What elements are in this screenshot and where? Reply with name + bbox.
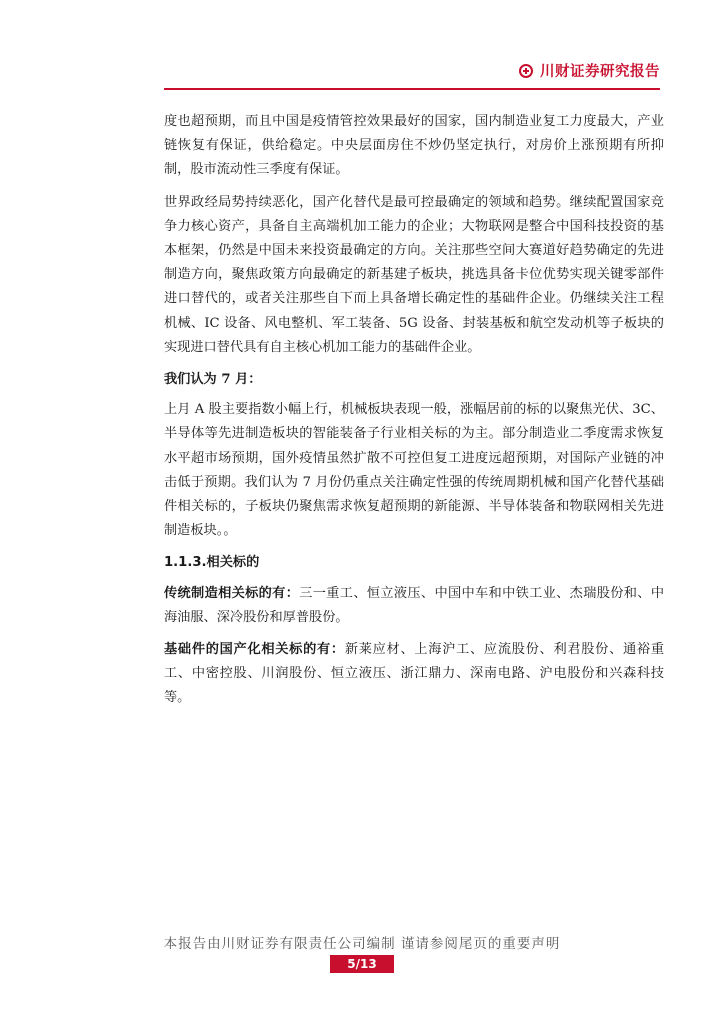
traditional-text: 三一重工、恒立液压、中国中车和中铁工业、杰瑞股份和、中海油服、深冷股份和厚普股份。 xyxy=(164,585,665,625)
traditional-label: 传统制造相关标的有： xyxy=(164,585,300,601)
footer-disclaimer: 本报告由川财证券有限责任公司编制 谨请参阅尾页的重要声明 xyxy=(163,936,561,952)
paragraph-basic xyxy=(164,638,664,711)
brand-title: 川财证券研究报告 xyxy=(540,64,660,80)
july-heading: 我们认为 7 月： xyxy=(164,372,262,388)
basic-label: 基础件的国产化相关标的有： xyxy=(164,642,345,658)
paragraph-outlook: 世界政经局势持续恶化，国产化替代是最可控最确定的领域和趋势。继续配置国家竞争力核心资产，具备自主高端机加工能力的企业；大物联网是整合中国科技投资的基本框架，仍然是中国未来投资最确定的方向。关注那些空间大赛道好趋势确定的先进制造方向，聚焦政策方向最确定的新基建子板块，挑选具备卡位优势实现关键零部件进口替代的，或者关注那些自下而上具备增长确定性的基础件企业。仍继续关注工程机械、IC 设备、风电整机、军工装备、5G 设备、封装基板和航空发动机等子板块的实现进口替代具有自主核心机加工能力的基础件企业。 xyxy=(164,194,664,355)
paragraph-supply: 度也超预期，而且中国是疫情管控效果最好的国家，国内制造业复工力度最大，产业链恢复有保证，供给稳定。中央层面房住不炒仍坚定执行，对房价上涨预期有所抑制，股市流动性三季度有保证。 xyxy=(164,114,664,178)
paragraph-july: 上月 A 股主要指数小幅上行，机械板块表现一般，涨幅居前的标的以聚焦光伏、3C、半导体等先进制造板块的智能装备子行业相关标的为主。部分制造业二季度需求恢复水平超市场预期，国外疫情虽然扩散不可控但复工进度远超预期，对国际产业链的冲击低于预期。我们认为 7 月份仍重点关注确定性强的传统周期机械和国产化替代基础件相关标的，子板块仍聚焦需求恢复超预期的新能源、半导体装备和物联网相关先进制造板块。。 xyxy=(164,402,664,539)
page-number-badge: 5/13 xyxy=(330,955,394,973)
basic-text: 新莱应材、上海沪工、应流股份、利君股份、通裕重工、中密控股、川润股份、恒立液压、浙江鼎力、深南电路、沪电股份和兴森科技等。 xyxy=(164,642,665,706)
paragraph-traditional xyxy=(164,582,664,630)
section-title: 1.1.3.相关标的 xyxy=(164,555,260,571)
report-body xyxy=(164,110,664,719)
company-logo-icon xyxy=(519,64,533,78)
brand xyxy=(519,60,660,81)
page-header xyxy=(164,52,660,90)
